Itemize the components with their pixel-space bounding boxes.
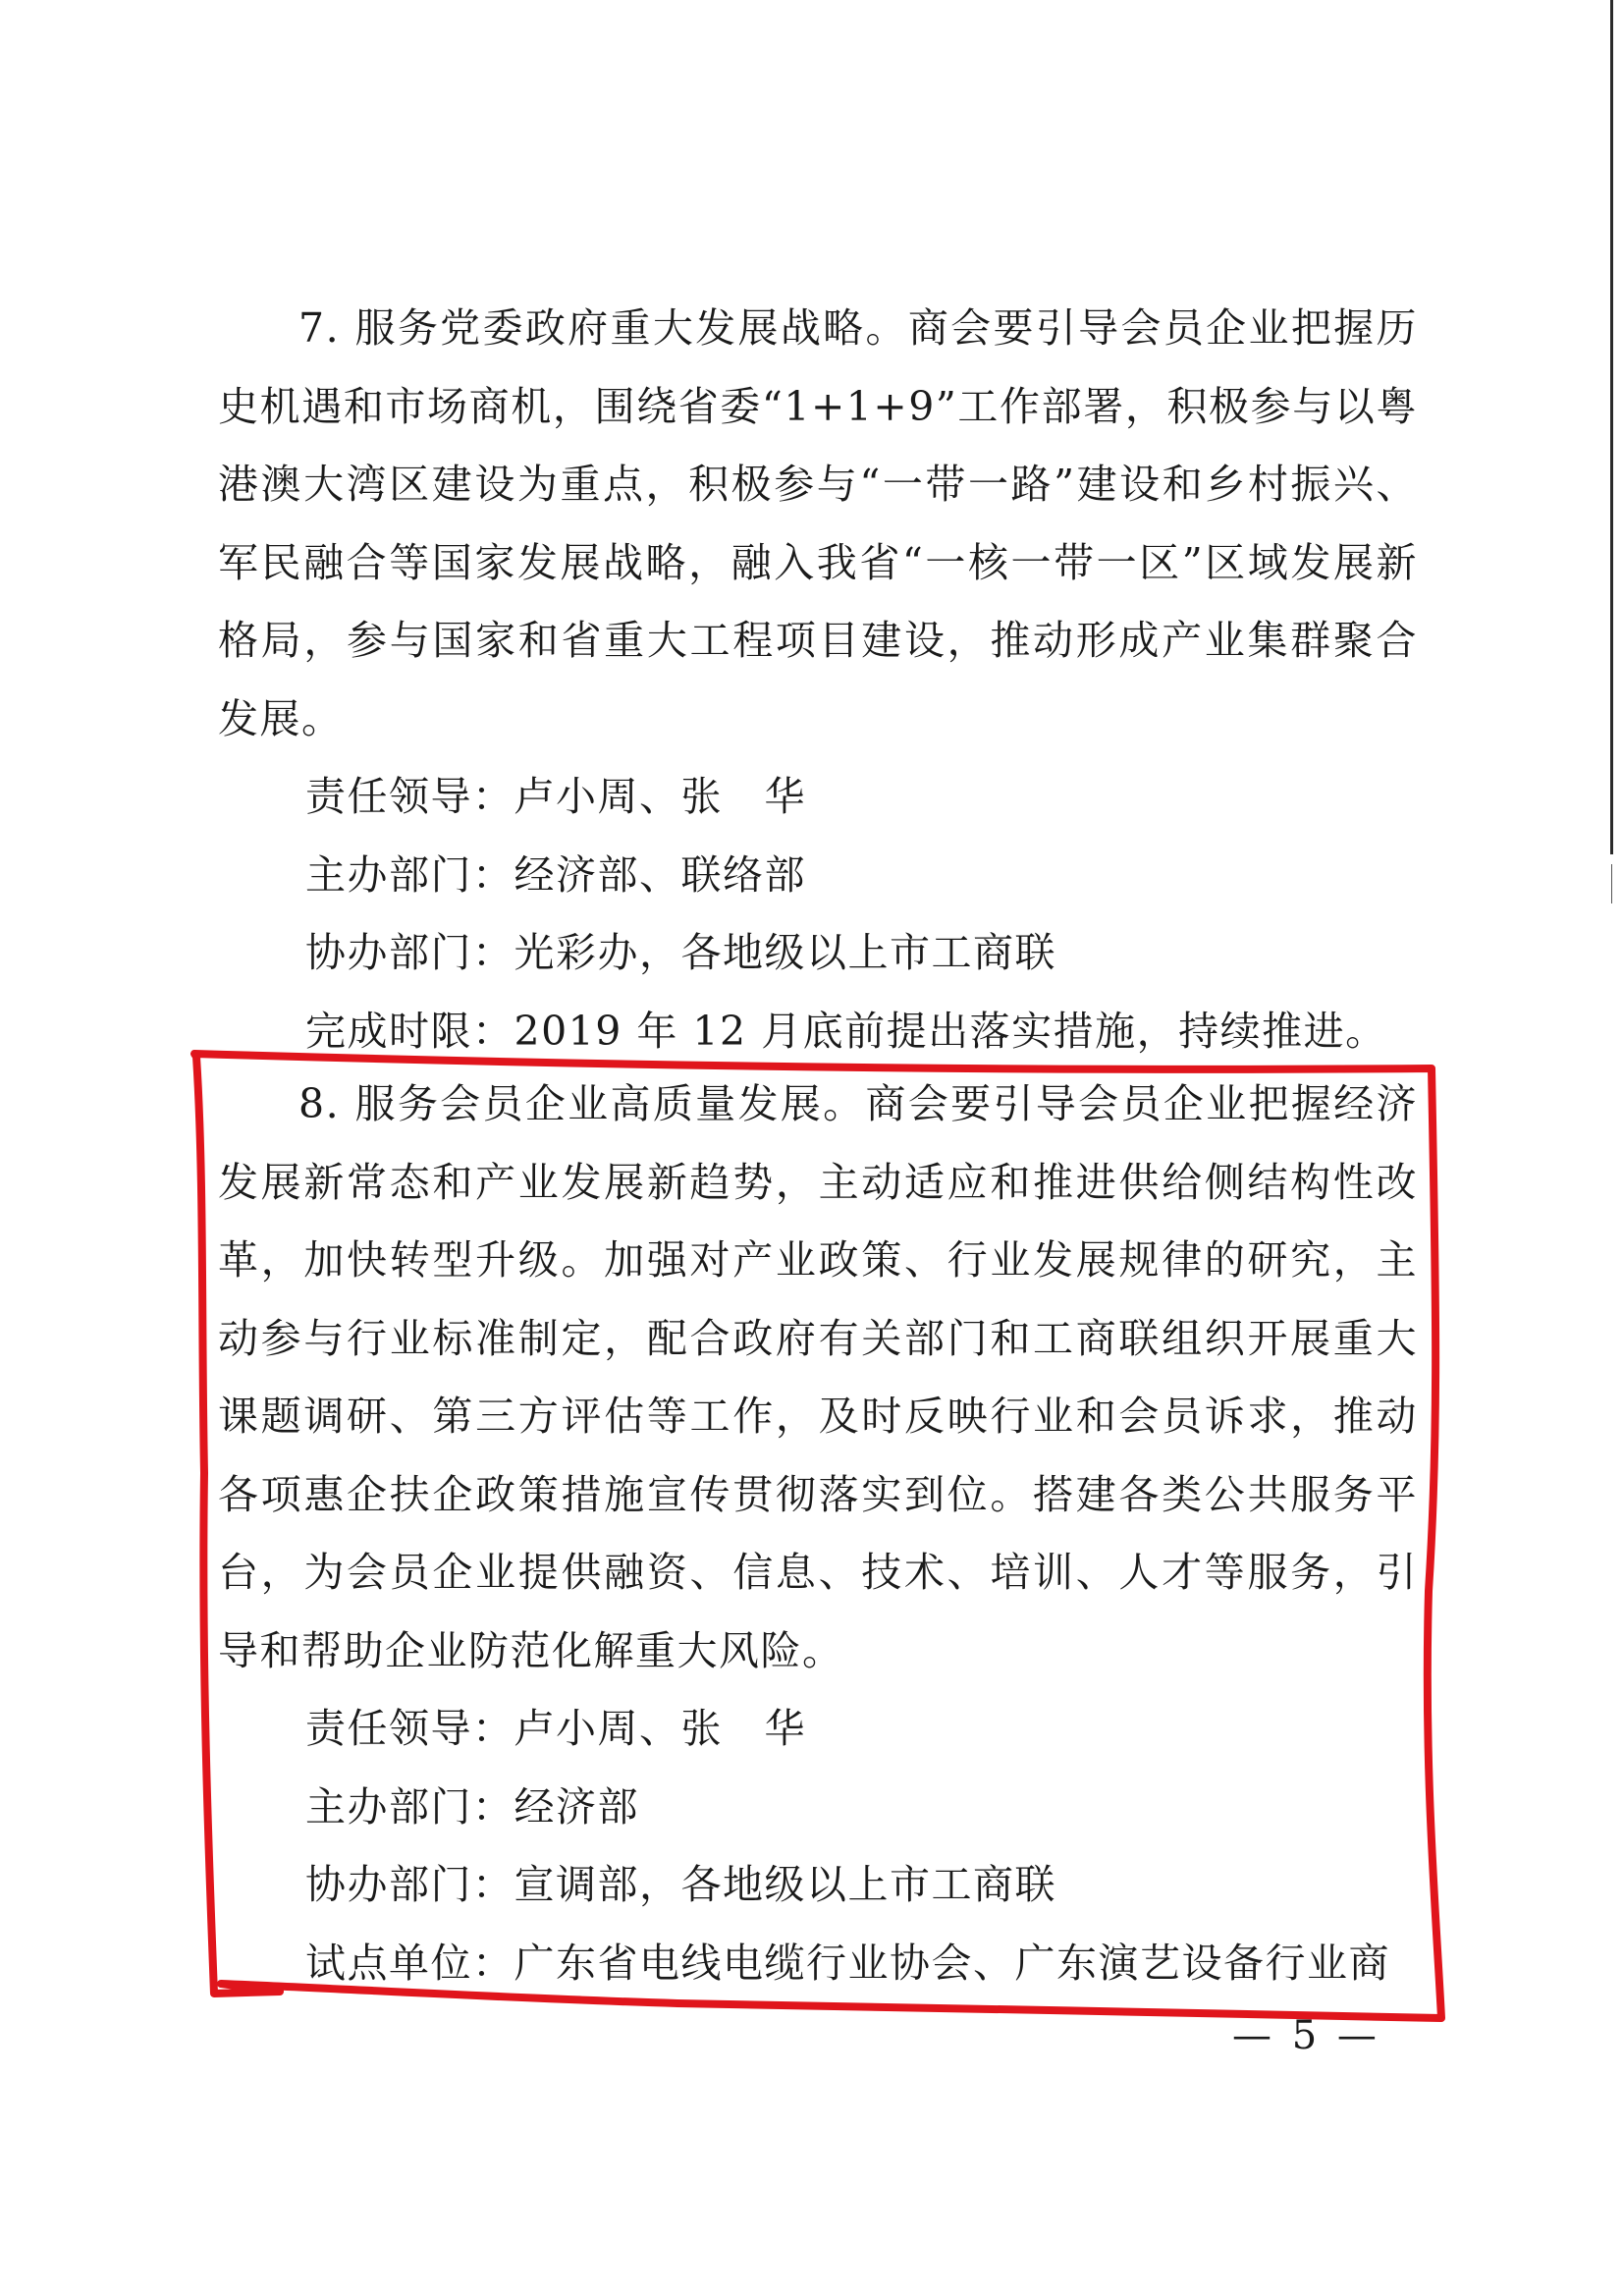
section-7-deadline: 完成时限：2019 年 12 月底前提出落实措施，持续推进。 [305,1007,1387,1055]
section-8-host-dept: 主办部门：经济部 [305,1782,639,1831]
section-7-assist-dept: 协办部门：光彩办，各地级以上市工商联 [305,929,1056,976]
section-8-pilot-units: 试点单位：广东省电线电缆行业协会、广东演艺设备行业商 [305,1939,1390,1987]
section-7-host-dept: 主办部门：经济部、联络部 [305,850,806,899]
scan-edge-line [1610,0,1613,854]
section-8-paragraph: 8. 服务会员企业高质量发展。商会要引导会员企业把握经济发展新常态和产业发展新趋势，主动适应和推进供给侧结构性改革，加快转型升级。加强对产业政策、行业发展规律的研究，主动参与行业标准制定，配合政府有关部门和工商联组织开展重大课题调研、第三方评估等工作，及时反映行业和会员诉求，推动各项惠企扶企政策措施宣传贯彻落实到位。搭建各类公共服务平台，为会员企业提供融资、信息、技术、培训、人才等服务，引导和帮助企业防范化解重大风险。 [218,1080,1418,1674]
section-8 [218,1066,1418,2002]
section-7-leader: 责任领导：卢小周、张 华 [305,773,806,820]
section-7-paragraph: 7. 服务党委政府重大发展战略。商会要引导会员企业把握历史机遇和市场商机，围绕省委“1+1+9”工作部署，积极参与以粤港澳大湾区建设为重点，积极参与“一带一路”建设和乡村振兴、军民融合等国家发展战略，融入我省“一核一带一区”区域发展新格局，参与国家和省重大工程项目建设，推动形成产业集群聚合发展。 [218,304,1418,742]
section-8-assist-dept: 协办部门：宣调部，各地级以上市工商联 [305,1861,1056,1908]
section-8-leader: 责任领导：卢小周、张 华 [305,1705,806,1752]
scan-edge-mark [1611,864,1612,903]
page-number: — 5 — [1232,2013,1380,2058]
section-7 [218,290,1418,1070]
